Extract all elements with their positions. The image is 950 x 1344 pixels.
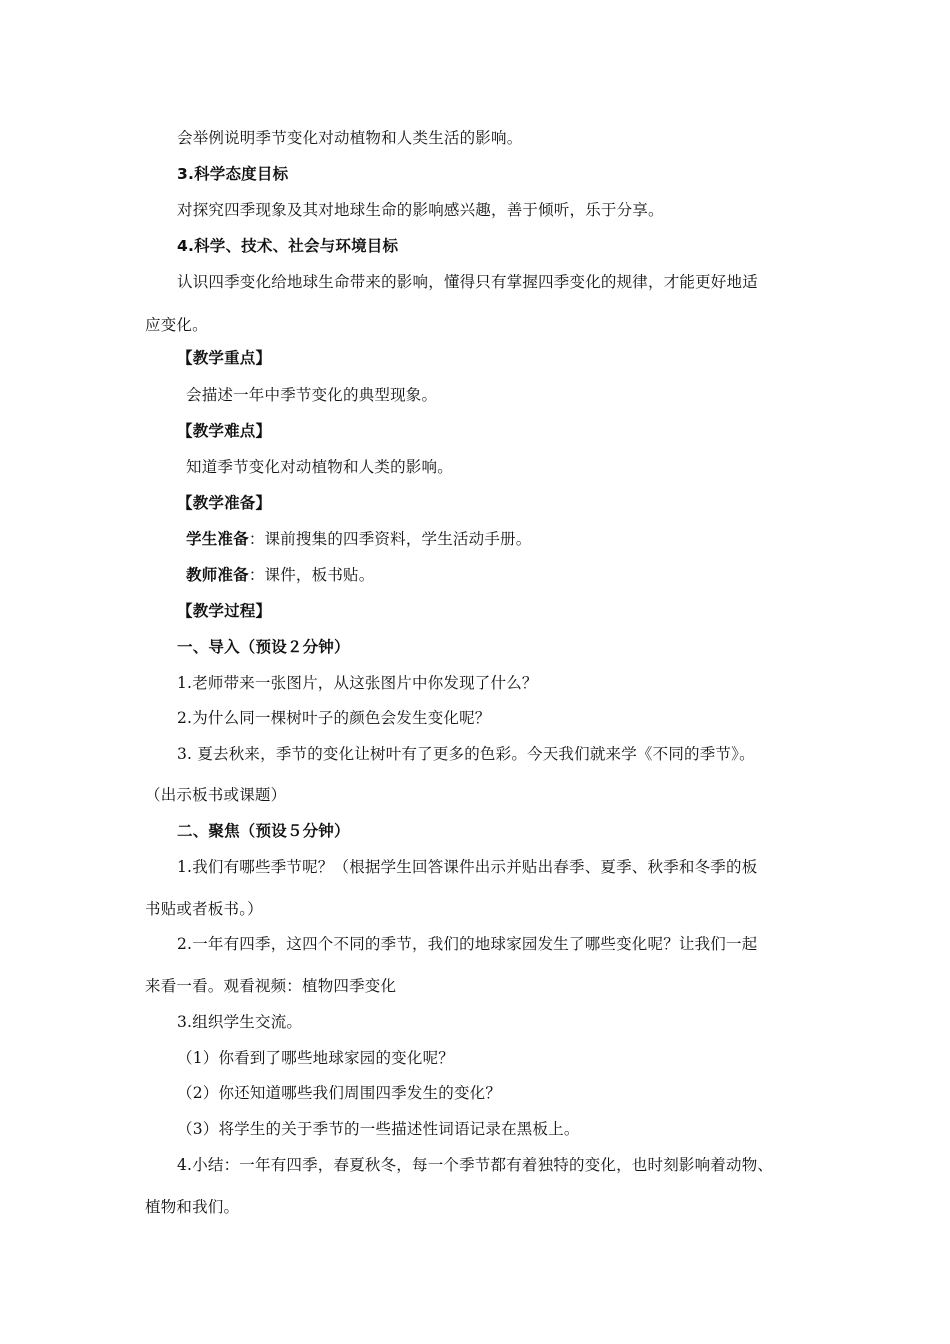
prep-line-student bbox=[186, 528, 531, 550]
section-heading: 【教学过程】 bbox=[177, 602, 272, 620]
paragraph-line: 来看一看。观看视频：植物四季变化 bbox=[145, 977, 397, 995]
section-heading: 3.科学态度目标 bbox=[177, 165, 289, 183]
paragraph-line: （出示板书或课题） bbox=[145, 786, 287, 804]
paragraph-line: 对探究四季现象及其对地球生命的影响感兴趣，善于倾听，乐于分享。 bbox=[177, 201, 664, 219]
paragraph-line: 1.老师带来一张图片，从这张图片中你发现了什么？ bbox=[177, 674, 538, 692]
paragraph-line: 4.小结：一年有四季，春夏秋冬，每一个季节都有着独特的变化，也时刻影响着动物、 bbox=[177, 1156, 774, 1174]
paragraph-line: 知道季节变化对动植物和人类的影响。 bbox=[186, 458, 453, 476]
list-item: （1）你看到了哪些地球家园的变化呢？ bbox=[177, 1049, 454, 1067]
paragraph-line: 会描述一年中季节变化的典型现象。 bbox=[186, 386, 438, 404]
section-heading: 一、导入（预设２分钟） bbox=[177, 638, 350, 656]
paragraph-line: 应变化。 bbox=[145, 316, 208, 334]
paragraph-line: 认识四季变化给地球生命带来的影响，懂得只有掌握四季变化的规律，才能更好地适 bbox=[177, 273, 758, 291]
section-heading: 二、聚焦（预设５分钟） bbox=[177, 822, 350, 840]
section-heading: 【教学重点】 bbox=[177, 349, 272, 367]
paragraph-line: 3.组织学生交流。 bbox=[177, 1013, 303, 1031]
section-heading: 4.科学、技术、社会与环境目标 bbox=[177, 237, 399, 255]
prep-text: ：课件，板书贴。 bbox=[248, 566, 375, 584]
paragraph-line: 3. 夏去秋来，季节的变化让树叶有了更多的色彩。今天我们就来学《不同的季节》。 bbox=[177, 745, 755, 763]
paragraph-line: 书贴或者板书。） bbox=[145, 900, 263, 918]
prep-line-teacher bbox=[186, 564, 374, 586]
prep-label: 学生准备 bbox=[186, 530, 249, 548]
section-heading: 【教学难点】 bbox=[177, 422, 272, 440]
prep-label: 教师准备 bbox=[186, 566, 249, 584]
paragraph-line: 1.我们有哪些季节呢？（根据学生回答课件出示并贴出春季、夏季、秋季和冬季的板 bbox=[177, 858, 758, 876]
prep-text: ：课前搜集的四季资料，学生活动手册。 bbox=[248, 530, 532, 548]
paragraph-line: 2.为什么同一棵树叶子的颜色会发生变化呢？ bbox=[177, 709, 491, 727]
paragraph-line: 植物和我们。 bbox=[145, 1198, 240, 1216]
list-item: （3）将学生的关于季节的一些描述性词语记录在黑板上。 bbox=[177, 1120, 580, 1138]
paragraph-line: 会举例说明季节变化对动植物和人类生活的影响。 bbox=[177, 129, 523, 147]
list-item: （2）你还知道哪些我们周围四季发生的变化？ bbox=[177, 1084, 502, 1102]
section-heading: 【教学准备】 bbox=[177, 494, 272, 512]
paragraph-line: 2.一年有四季，这四个不同的季节，我们的地球家园发生了哪些变化呢？让我们一起 bbox=[177, 935, 758, 953]
